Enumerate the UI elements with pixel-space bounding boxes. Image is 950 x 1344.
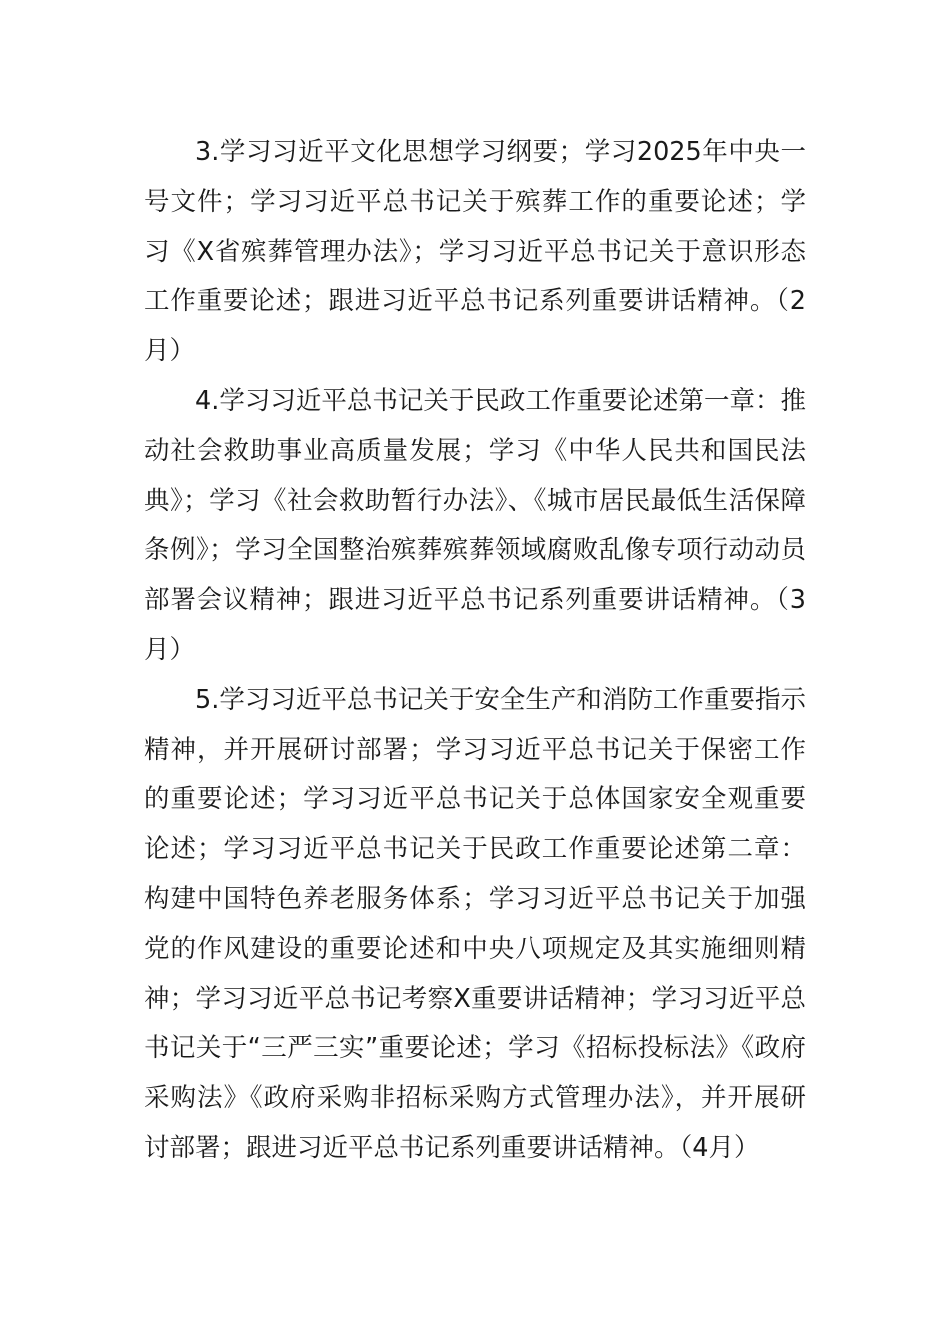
document-body	[144, 128, 806, 1174]
paragraph-item-5: 5.学习习近平总书记关于安全生产和消防工作重要指示精神，并开展研讨部署；学习习近平总书记关于保密工作的重要论述；学习习近平总书记关于总体国家安全观重要论述；学习习近平总书记关于民政工作重要论述第二章：构建中国特色养老服务体系；学习习近平总书记关于加强党的作风建设的重要论述和中央八项规定及其实施细则精神；学习习近平总书记考察X重要讲话精神；学习习近平总书记关于“三严三实”重要论述；学习《招标投标法》《政府采购法》《政府采购非招标采购方式管理办法》，并开展研讨部署；跟进习近平总书记系列重要讲话精神。（4月）	[144, 684, 806, 1163]
paragraph-item-4: 4.学习习近平总书记关于民政工作重要论述第一章：推动社会救助事业高质量发展；学习《中华人民共和国民法典》；学习《社会救助暂行办法》、《城市居民最低生活保障条例》；学习全国整治殡葬殡葬领域腐败乱像专项行动动员部署会议精神；跟进习近平总书记系列重要讲话精神。（3月）	[144, 385, 806, 665]
paragraph-item-3: 3.学习习近平文化思想学习纲要；学习2025年中央一号文件；学习习近平总书记关于殡葬工作的重要论述；学习《X省殡葬管理办法》；学习习近平总书记关于意识形态工作重要论述；跟进习近平总书记系列重要讲话精神。（2月）	[144, 137, 806, 367]
